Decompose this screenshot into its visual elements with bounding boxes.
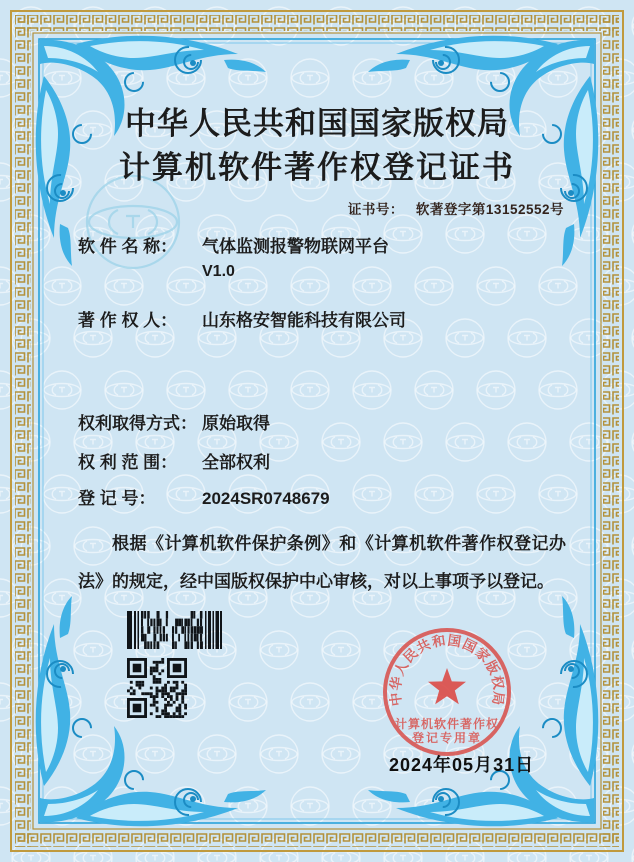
- scope-label: 权 利 范 围：: [78, 453, 178, 472]
- software-name-label: 软 件 名 称：: [78, 237, 178, 256]
- official-seal: [377, 622, 517, 762]
- registration-number-label: 登 记 号：: [78, 489, 156, 508]
- field-registration-number: [78, 489, 574, 509]
- acquisition-value: 原始取得: [202, 414, 270, 433]
- certificate-title: 计算机软件著作权登记证书: [119, 150, 515, 186]
- field-copyright-owner: [78, 311, 574, 331]
- certificate-number-label: 证书号：: [347, 202, 404, 217]
- field-rights-scope: [78, 453, 574, 473]
- registration-number-value: 2024SR0748679: [202, 489, 330, 508]
- issuer-title: 中华人民共和国国家版权局: [125, 106, 509, 142]
- barcode: [127, 611, 222, 649]
- scope-value: 全部权利: [202, 453, 270, 472]
- seal-ring-text: 中华人民共和国国家版权局: [387, 632, 507, 707]
- certificate-number-value: 软著登字第13152552号: [415, 202, 564, 217]
- software-name-value: 气体监测报警物联网平台: [202, 237, 389, 256]
- star-icon: [428, 668, 466, 704]
- registration-statement: 根据《计算机软件保护条例》和《计算机软件著作权登记办法》的规定，经中国版权保护中心审核，对以上事项予以登记。: [78, 534, 566, 591]
- field-software-name: [78, 237, 574, 257]
- field-acquisition-method: [78, 414, 574, 434]
- software-version: V1.0: [202, 263, 235, 280]
- seal-line2: 登记专用章: [411, 731, 483, 745]
- issue-date: 2024年05月31日: [389, 755, 535, 775]
- seal-line1: 计算机软件著作权: [394, 717, 500, 731]
- owner-label: 著 作 权 人：: [78, 311, 178, 330]
- owner-value: 山东格安智能科技有限公司: [202, 311, 406, 330]
- certificate-number: [348, 198, 564, 218]
- acquisition-label: 权利取得方式：: [78, 414, 197, 433]
- qr-code: [127, 658, 187, 718]
